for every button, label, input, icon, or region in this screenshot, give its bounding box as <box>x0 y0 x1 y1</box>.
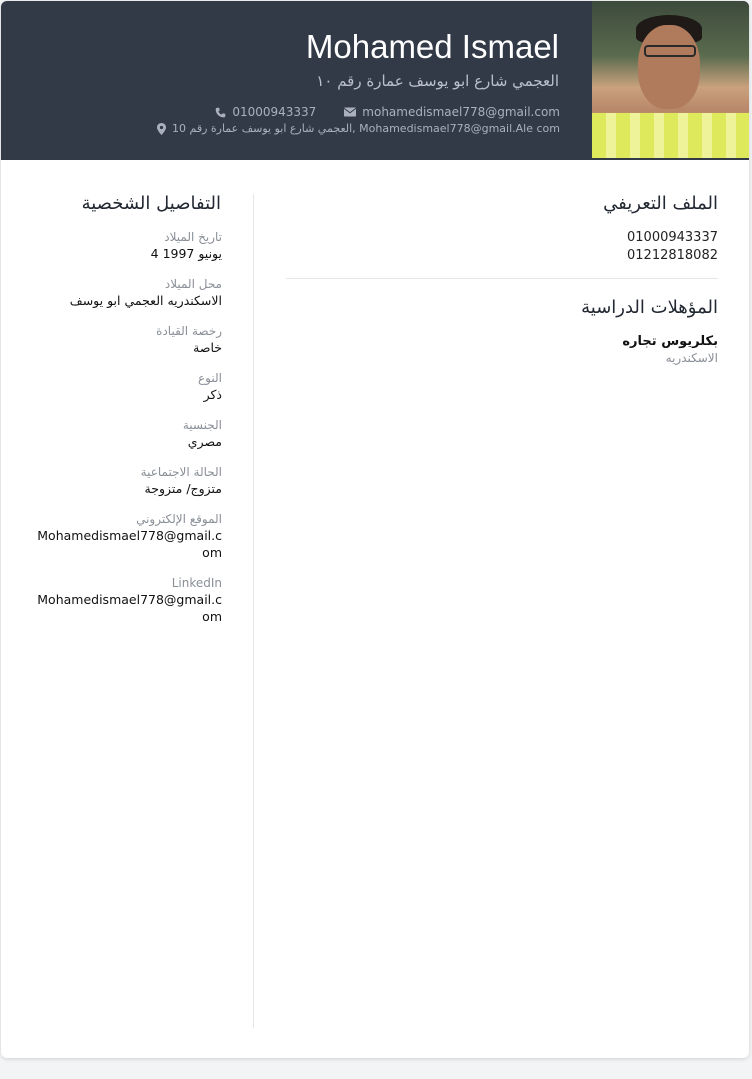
profile-line: 01000943337 <box>627 230 718 245</box>
field-label: الحالة الاجتماعية <box>140 465 222 479</box>
resume-page <box>1 1 749 1058</box>
profile-photo <box>592 1 749 158</box>
contact-line-address <box>157 122 560 135</box>
map-pin-icon <box>157 123 166 135</box>
field-driving-license <box>31 323 222 356</box>
education-section-title: المؤهلات الدراسية <box>581 297 718 318</box>
field-value: 4 يونيو 1997 <box>150 246 222 261</box>
section-divider <box>286 278 718 279</box>
field-birth-place <box>31 276 222 309</box>
field-value: ذكر <box>203 387 222 402</box>
field-value: الاسكندريه العجمي ابو يوسف <box>69 293 222 308</box>
field-birth-date <box>31 229 222 262</box>
field-label: LinkedIn <box>171 576 222 590</box>
field-value: خاصة <box>193 340 222 355</box>
personal-details <box>31 229 222 639</box>
resume-header <box>1 1 749 160</box>
header-address: العجمي شارع ابو يوسف عمارة رقم 10, Mohamedismael778@gmail.Ale com <box>172 122 560 135</box>
profile-section-title: الملف التعريفي <box>603 193 718 214</box>
phone-icon <box>215 107 226 118</box>
education-entry <box>286 333 718 367</box>
field-label: النوع <box>198 371 222 385</box>
field-value: مصري <box>187 434 222 449</box>
column-divider <box>253 194 254 1028</box>
contact-line-primary <box>215 105 560 119</box>
education-degree: بكلريوس تجاره <box>622 334 718 349</box>
linkedin-link[interactable]: Mohamedismael778@gmail.com <box>37 592 222 624</box>
field-label: محل الميلاد <box>164 277 222 291</box>
personal-details-title: التفاصيل الشخصية <box>81 193 221 214</box>
envelope-icon <box>344 107 356 117</box>
field-gender <box>31 370 222 403</box>
field-marital-status <box>31 464 222 497</box>
website-link[interactable]: Mohamedismael778@gmail.com <box>37 528 222 560</box>
header-email[interactable]: mohamedismael778@gmail.com <box>362 105 560 119</box>
profile-section <box>286 229 718 265</box>
header-phone[interactable]: 01000943337 <box>232 105 317 119</box>
field-nationality <box>31 417 222 450</box>
profile-line: 01212818082 <box>627 248 718 263</box>
education-place: الاسكندريه <box>665 351 718 365</box>
field-label: الموقع الإلكتروني <box>136 512 222 526</box>
field-label: رخصة القيادة <box>156 324 222 338</box>
field-linkedin <box>31 575 222 625</box>
field-label: تاريخ الميلاد <box>164 230 222 244</box>
header-subtitle: العجمي شارع ابو يوسف عمارة رقم ١٠ <box>316 72 559 90</box>
field-website <box>31 511 222 561</box>
field-label: الجنسية <box>182 418 222 432</box>
field-value: متزوج/ متزوجة <box>144 481 222 496</box>
person-name: Mohamed Ismael <box>305 28 559 65</box>
